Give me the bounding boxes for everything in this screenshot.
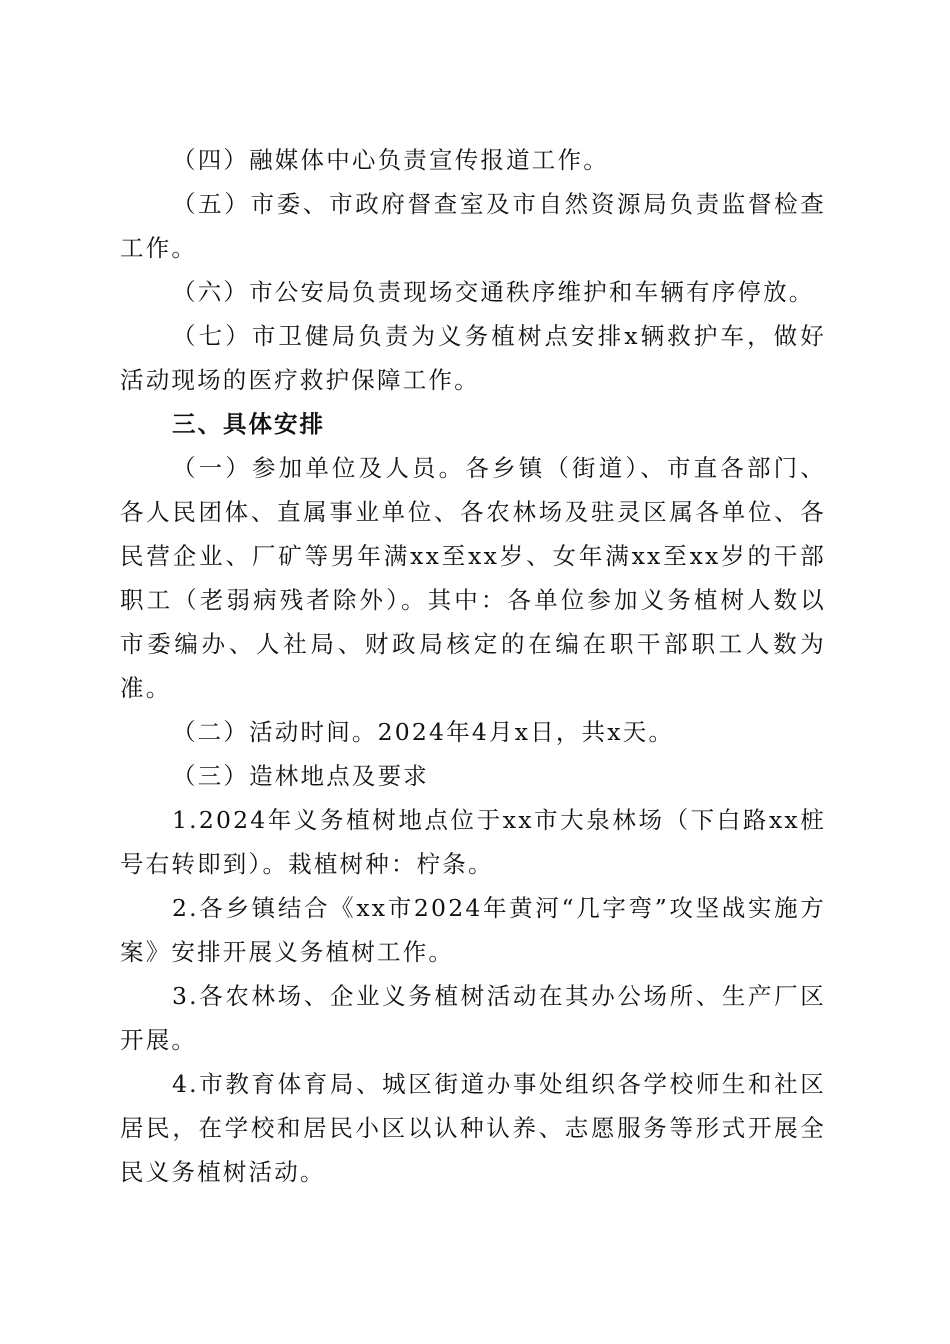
paragraph-media-center: （四）融媒体中心负责宣传报道工作。 (172, 146, 609, 174)
document-body (120, 138, 826, 1194)
paragraph-activity-time: （二）活动时间。2024年4月x日，共x天。 (172, 718, 675, 746)
paragraph-location-heading: （三）造林地点及要求 (172, 762, 429, 790)
paragraph-participants: （一）参加单位及人员。各乡镇（街道）、市直各部门、各人民团体、直属事业单位、各农林场及驻灵区属各单位、各民营企业、厂矿等男年满xx至xx岁、女年满xx至xx岁的干部职工（老弱病残者除外）。其中：各单位参加义务植树人数以市委编办、人社局、财政局核定的在编在职干部职工人数为准。 (120, 454, 826, 702)
paragraph-health-bureau: （七）市卫健局负责为义务植树点安排x辆救护车，做好活动现场的医疗救护保障工作。 (120, 322, 826, 394)
paragraph-supervision: （五）市委、市政府督查室及市自然资源局负责监督检查工作。 (120, 190, 826, 262)
list-item-4: 4.市教育体育局、城区街道办事处组织各学校师生和社区居民，在学校和居民小区以认种认养、志愿服务等形式开展全民义务植树活动。 (120, 1070, 826, 1186)
section-heading-arrangements: 三、具体安排 (172, 410, 325, 438)
list-item-2: 2.各乡镇结合《xx市2024年黄河“几字弯”攻坚战实施方案》安排开展义务植树工作。 (120, 894, 826, 966)
paragraph-public-security: （六）市公安局负责现场交通秩序维护和车辆有序停放。 (172, 278, 815, 306)
list-item-3: 3.各农林场、企业义务植树活动在其办公场所、生产厂区开展。 (120, 982, 826, 1054)
list-item-1: 1.2024年义务植树地点位于xx市大泉林场（下白路xx桩号右转即到）。栽植树种：柠条。 (120, 806, 826, 878)
